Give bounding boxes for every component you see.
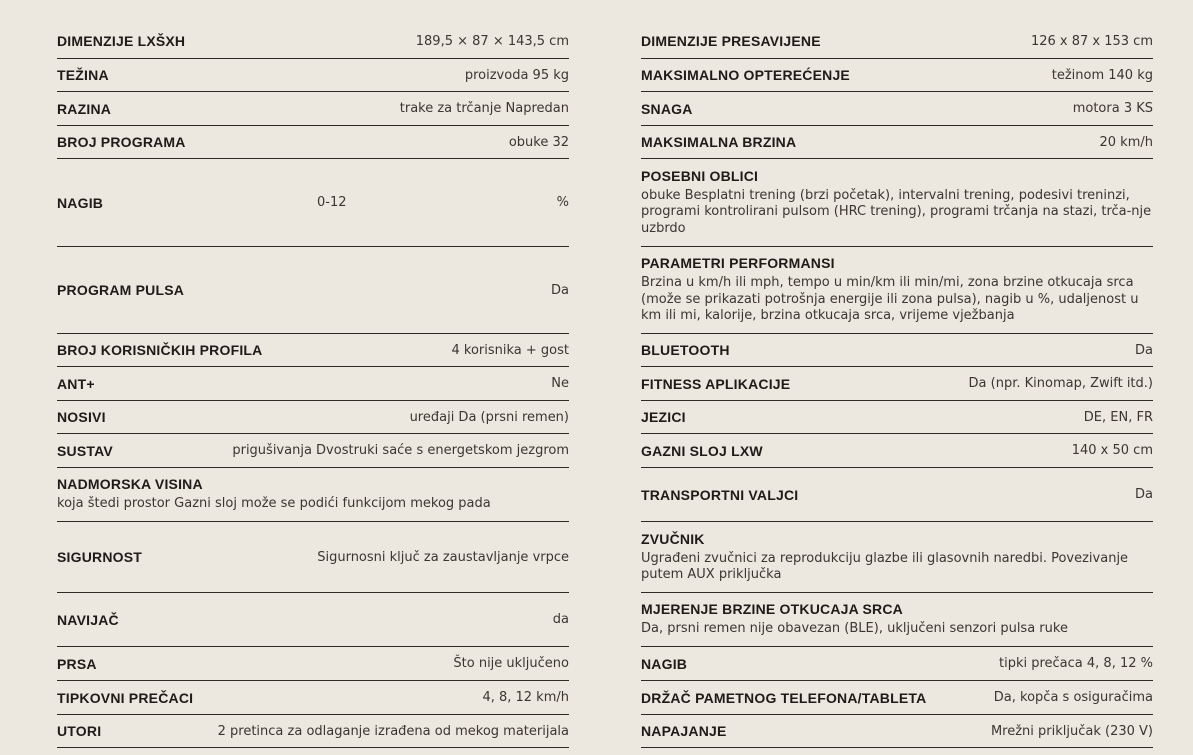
- spec-value: Mrežni priključak (230 V): [990, 723, 1153, 739]
- spec-value: Da: [1135, 487, 1153, 502]
- spec-label: MAKSIMALNA BRZINA: [641, 134, 797, 150]
- spec-row: [641, 367, 1153, 401]
- spec-value: Sigurnosni ključ za zaustavljanje vrpce: [317, 549, 569, 565]
- spec-value: 2 pretinca za odlaganje izrađena od mekog materijala: [217, 723, 569, 739]
- spec-row: [641, 647, 1153, 681]
- spec-column-left: [57, 24, 569, 748]
- spec-label: GAZNI SLOJ LXW: [641, 442, 763, 459]
- spec-row: [641, 401, 1153, 434]
- spec-label: DIMENZIJE LXŠXH: [57, 33, 186, 49]
- spec-row: [641, 126, 1153, 159]
- spec-row: [57, 126, 569, 159]
- spec-row: [57, 247, 569, 334]
- spec-label: NOSIVI: [57, 409, 106, 425]
- spec-value: težinom 140 kg: [1051, 67, 1153, 83]
- spec-label: MAKSIMALNO OPTEREĆENJE: [641, 67, 850, 83]
- spec-label: PROGRAM PULSA: [57, 282, 185, 298]
- spec-row: [57, 715, 569, 748]
- spec-label: SUSTAV: [57, 442, 113, 459]
- spec-column-right: [641, 24, 1153, 748]
- spec-label: POSEBNI OBLICI: [641, 167, 759, 184]
- spec-row: [641, 468, 1153, 522]
- spec-label: SIGURNOST: [57, 549, 143, 565]
- spec-description: Ugrađeni zvučnici za reprodukciju glazbe ili glasovnih naredbi. Povezivanje putem AUX priključka: [641, 550, 1129, 582]
- spec-label: NAGIB: [641, 655, 688, 672]
- spec-label: NADMORSKA VISINA: [57, 476, 203, 493]
- spec-value: Što nije uključeno: [453, 656, 569, 671]
- spec-row: [641, 247, 1153, 334]
- spec-row: [641, 681, 1153, 715]
- spec-row: [57, 92, 569, 126]
- spec-value: 20 km/h: [1099, 134, 1153, 150]
- spec-label: ANT+: [57, 375, 95, 392]
- spec-row: [57, 681, 569, 715]
- spec-row: [57, 334, 569, 367]
- spec-description: Brzina u km/h ili mph, tempo u min/km ili min/mi, zona brzine otkucaja srca (može se prikazati potrošnja energije ili zona pulsa), nagib u %, udaljenost u km ili mi, kalorije, brzina otkucaja srca, vrijeme vježbanja: [641, 275, 1139, 324]
- spec-label: TIPKOVNI PREČACI: [57, 689, 194, 706]
- spec-row: [57, 367, 569, 401]
- spec-label: BLUETOOTH: [641, 342, 730, 358]
- spec-value: trake za trčanje Napredan: [399, 101, 569, 116]
- spec-label: SNAGA: [641, 100, 693, 117]
- spec-label: DRŽAČ PAMETNOG TELEFONA/TABLETA: [641, 689, 927, 706]
- spec-value: 189,5 × 87 × 143,5 cm: [415, 33, 569, 49]
- spec-label: MJERENJE BRZINE OTKUCAJA SRCA: [641, 601, 903, 618]
- spec-value: uređaji Da (prsni remen): [409, 409, 569, 425]
- spec-row: [57, 24, 569, 59]
- spec-value: 126 x 87 x 153 cm: [1030, 33, 1153, 49]
- spec-label: NAGIB: [57, 194, 104, 211]
- spec-row: [641, 24, 1153, 59]
- spec-row: [641, 334, 1153, 367]
- spec-value: Da (npr. Kinomap, Zwift itd.): [968, 376, 1153, 391]
- spec-row: [57, 434, 569, 468]
- spec-label: FITNESS APLIKACIJE: [641, 375, 791, 392]
- spec-value: prigušivanja Dvostruki saće s energetskom jezgrom: [232, 443, 569, 458]
- spec-row: [57, 401, 569, 434]
- spec-row: [641, 159, 1153, 247]
- spec-row: [57, 593, 569, 647]
- spec-label: TRANSPORTNI VALJCI: [641, 486, 799, 503]
- spec-value: 140 x 50 cm: [1071, 443, 1153, 458]
- spec-value: Ne: [551, 376, 569, 391]
- spec-value: motora 3 KS: [1072, 101, 1153, 116]
- spec-description: koja štedi prostor Gazni sloj može se podići funkcijom mekog pada: [57, 496, 491, 512]
- spec-label: RAZINA: [57, 100, 112, 117]
- spec-row: [57, 159, 569, 247]
- spec-row: [641, 715, 1153, 748]
- spec-value: Da: [551, 282, 569, 298]
- spec-label: BROJ KORISNIČKIH PROFILA: [57, 342, 263, 358]
- spec-label: PRSA: [57, 655, 97, 672]
- spec-description: obuke Besplatni trening (brzi početak), intervalni trening, podesivi treninzi, programi kontrolirani pulsom (HRC trening), programi trčanja na stazi, trča-nje uzbrdo: [641, 187, 1152, 236]
- spec-row: [57, 59, 569, 92]
- spec-row: [57, 468, 569, 522]
- spec-row: [57, 647, 569, 681]
- spec-label: BROJ PROGRAMA: [57, 134, 186, 150]
- spec-row: [641, 59, 1153, 92]
- spec-value: %: [556, 195, 569, 210]
- spec-value: proizvoda 95 kg: [464, 67, 569, 83]
- spec-value: 4, 8, 12 km/h: [482, 690, 569, 705]
- spec-description: Da, prsni remen nije obavezan (BLE), uključeni senzori pulsa ruke: [641, 621, 1068, 637]
- spec-label: PARAMETRI PERFORMANSI: [641, 255, 835, 272]
- spec-row: [641, 593, 1153, 647]
- spec-label: NAPAJANJE: [641, 723, 727, 739]
- spec-row: [641, 92, 1153, 126]
- spec-label: ZVUČNIK: [641, 530, 705, 547]
- spec-mid-value: 0-12: [317, 195, 347, 210]
- spec-row: [641, 434, 1153, 468]
- spec-value: DE, EN, FR: [1083, 409, 1153, 425]
- spec-label: JEZICI: [641, 409, 686, 425]
- spec-label: TEŽINA: [57, 67, 109, 83]
- spec-value: da: [552, 612, 569, 627]
- spec-value: 4 korisnika + gost: [451, 342, 569, 358]
- spec-value: Da: [1135, 342, 1153, 358]
- spec-value: obuke 32: [508, 134, 569, 150]
- spec-label: UTORI: [57, 723, 102, 739]
- spec-label: NAVIJAČ: [57, 611, 119, 628]
- spec-value: tipki prečaca 4, 8, 12 %: [998, 656, 1153, 671]
- spec-row: [641, 522, 1153, 593]
- spec-label: DIMENZIJE PRESAVIJENE: [641, 33, 821, 49]
- spec-row: [57, 522, 569, 593]
- spec-value: Da, kopča s osiguračima: [993, 690, 1153, 705]
